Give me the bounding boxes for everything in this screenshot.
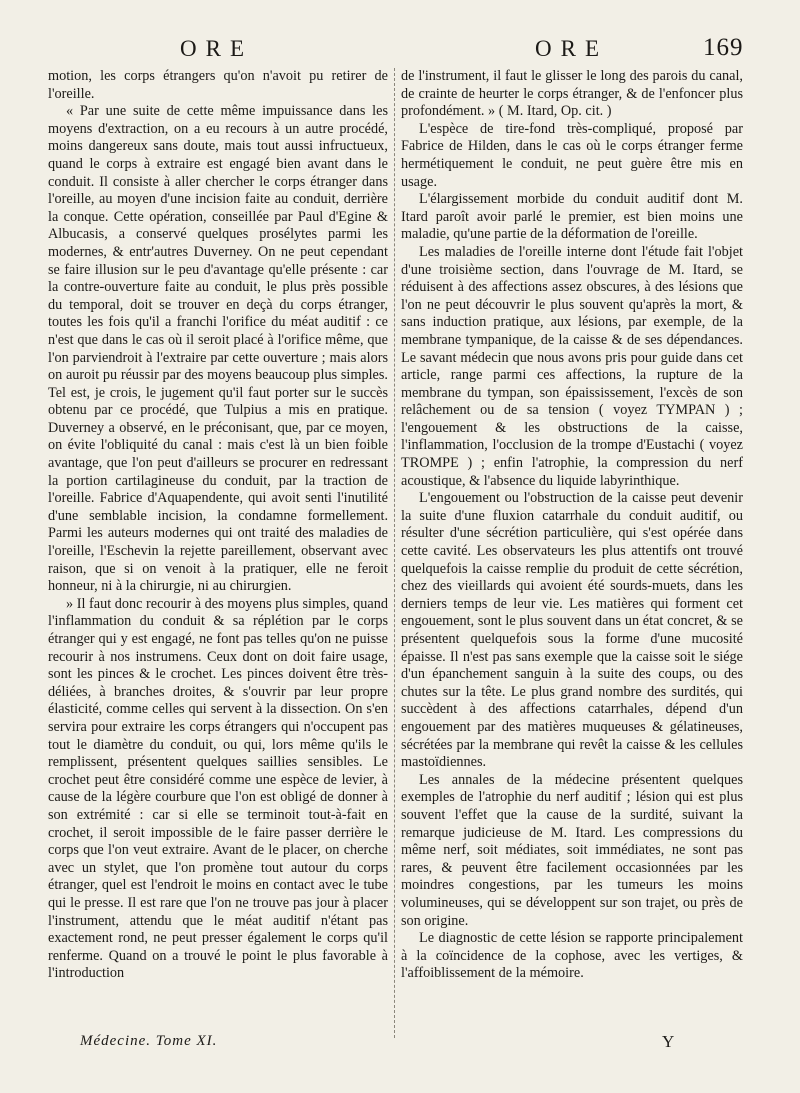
paragraph: Les annales de la médecine présentent quelques exemples de l'atrophie du nerf auditif ; lésion qui est plus souvent l'effet que la cause de la surdité, suivant la remarque judicieuse de M. Itard. Les compressions du même nerf, soit médiates, soit immédiates, ne sont pas rares, & peuvent être facilement occasionnées par les moindres congestions, par les tumeurs les moins volumineuses, qui se développent sur son trajet, ou près de son origine. <box>401 771 743 929</box>
signature-line: Médecine. Tome XI. <box>80 1033 218 1049</box>
page-number: 169 <box>703 34 744 61</box>
column-rule <box>394 68 396 1038</box>
paragraph: Les maladies de l'oreille interne dont l'étude fait l'objet d'une troisième section, dans l'ouvrage de M. Itard, se réduisent à des affections assez obscures, à des lésions que l'on ne peut découvrir le plus souvent qu'après la mort, & sans induction pratique, aux lésions, par exemple, de la membrane tympanique, de la caisse & de ses dépendances. Le savant médecin que nous avons pris pour guide dans cet article, range parmi ces affections, la rupture de la membrane du tympan, son épaississement, l'excès de son relâchement ou de sa tension ( voyez TYMPAN ) ; l'engouement & les obstructions de la caisse, l'inflammation, l'occlusion de la trompe d'Eustachi ( voyez TROMPE ) ; enfin l'atrophie, la compression du nerf acoustique, & l'absence du liquide labyrinthique. <box>401 243 743 489</box>
sheet-mark: Y <box>662 1032 675 1051</box>
running-head-left: ORE <box>180 36 253 61</box>
paragraph: » Il faut donc recourir à des moyens plus simples, quand l'inflammation du conduit & sa réplétion par le corps étranger qui y est engagé, ne font pas telles qu'on ne puisse recourir à nos instrumens. Ceux dont on doit faire usage, sont les pinces & le crochet. Les pinces doivent être très-déliées, à branches droites, & s'ouvrir par leur propre élasticité, comme celles qui servent à la dissection. On s'en servira pour extraire les corps étrangers qui n'occupent pas tout le diamètre du conduit, ou qui, lors même qu'ils le remplissent, présentent quelques saillies sensibles. Le crochet peut être considéré comme une espèce de levier, à cause de la légère courbure que l'on est obligé de donner à son extrémité : car si elle se terminoit tout-à-fait en crochet, il seroit impossible de le faire passer derrière le corps que l'on veut extraire. Avant de le placer, on cherche avec un stylet, que l'on promène tout autour du corps étranger, quel est l'endroit le moins en contact avec le tube qui le presse. Il est rare que l'on ne trouve pas jour à placer l'instrument, attendu que le méat auditif n'étant pas exactement rond, ne peut presser également le corps qu'il renferme. Quand on a trouvé le point le plus favorable à l'introduction <box>48 595 388 982</box>
paragraph: de l'instrument, il faut le glisser le long des parois du canal, de crainte de heurter le corps étranger, & de l'enfoncer plus profondément. » ( M. Itard, Op. cit. ) <box>401 68 743 120</box>
paragraph: « Par une suite de cette même impuissance dans les moyens d'extraction, on a eu recours à un autre procédé, moins dangereux sans doute, mais tout aussi infructueux, quand le corps à extraire est engagé bien avant dans le conduit. Il consiste à aller chercher le corps étranger dans l'oreille, au moyen d'une incision faite au conduit, derrière la conque. Cette opération, conseillée par Paul d'Egine & Albucasis, a conservé quelques prosélytes parmi les modernes, & entr'autres Duverney. On ne peut cependant se faire illusion sur le peu d'avantage qu'elle présente : car la contre-ouverture faite au conduit, le plus près possible du temporal, doit se trouver en deçà du corps étranger, toutes les fois qu'il a franchi l'orifice du méat auditif : ce n'est que dans le cas où il seroit placé à l'orifice même, que l'on parviendroit à l'extraire par cette ouverture ; mais alors on auroit pu réussir par des moyens beaucoup plus simples. Tel est, je crois, le jugement qu'il faut porter sur le succès obtenu par ce procédé, que Tulpius a mis en pratique. Duverney a observé, en le préconisant, que, par ce moyen, on évite l'obliquité du canal : mais c'est là un bien foible avantage, que l'on peut d'ailleurs se procurer en redressant la portion cartilagineuse du conduit, par la traction de l'oreille. Fabrice d'Aquapendente, qui avoit senti l'inutilité d'une semblable incision, la condamne formellement. Parmi les auteurs modernes qui ont traité des maladies de l'oreille, l'Eschevin la rejette pareillement, observant avec raison, que si on venoit à la pratiquer, elle ne feroit honneur, ni à la chirurgie, ni au chirurgien. <box>48 103 388 595</box>
running-head-right: ORE <box>535 36 608 61</box>
right-column <box>401 68 743 983</box>
paragraph: motion, les corps étrangers qu'on n'avoit pu retirer de l'oreille. <box>48 68 388 102</box>
paragraph: L'engouement ou l'obstruction de la caisse peut devenir la suite d'une fluxion catarrhale du conduit auditif, ou résulter d'une sécrétion particulière, qui s'est opérée dans cette cavité. Les observateurs les plus attentifs ont trouvé quelquefois la caisse remplie du produit de cette sécrétion, chez des vieillards qui avoient été sourds-muets, dans les derniers temps de leur vie. Les matières qui forment cet engouement, sont le plus souvent dans un état concret, & se présentent quelquefois sous la forme d'une mucosité épaisse. Il n'est pas sans exemple que la caisse soit le siége d'un épanchement sanguin à la suite des coups, ou des chutes sur la tête. Le plus grand nombre des surdités, qui succèdent à des affections catarrhales, dépend d'un engouement par des matières muqueuses & gélatineuses, sécrétées par la membrane qui revêt la caisse & les cellules mastoïdiennes. <box>401 490 743 771</box>
paragraph: L'élargissement morbide du conduit auditif dont M. Itard paroît avoir parlé le premier, est bien moins une maladie, qu'une partie de la déformation de l'oreille. <box>401 191 743 243</box>
left-column <box>48 68 388 983</box>
paragraph: Le diagnostic de cette lésion se rapporte principalement à la coïncidence de la cophose, avec les vertiges, & l'affoiblissement de la mémoire. <box>401 930 743 982</box>
paragraph: L'espèce de tire-fond très-compliqué, proposé par Fabrice de Hilden, dans le cas où le corps étranger ferme hermétiquement le conduit, ne peut guère être mis en usage. <box>401 120 743 190</box>
